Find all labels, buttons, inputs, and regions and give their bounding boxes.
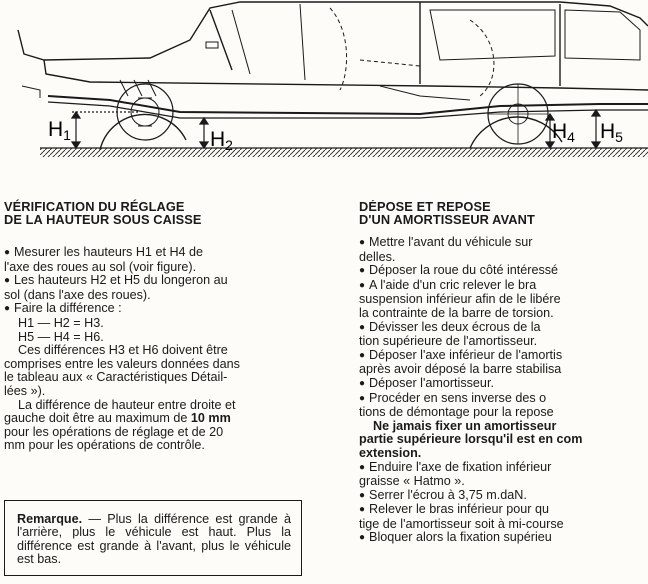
left-line: lées »). [4, 383, 46, 398]
right-line: suspension inférieur afin de le libére [359, 292, 561, 307]
left-body [4, 246, 330, 453]
right-line: ● Mettre l'avant du véhicule sur [359, 236, 648, 251]
left-line: l'axe des roues au sol (voir figure). [4, 259, 197, 274]
left-line: ● Faire la différence : [4, 302, 330, 317]
right-line: ● Enduire l'axe de fixation inférieur [359, 461, 648, 476]
remark-text: — Plus la différence est grande à l'arrière, plus le véhicule est haut. Plus la différence est grande à l'avant, plus le véhicule est bas. [17, 512, 291, 567]
left-line: H5 — H4 = H6. [18, 329, 104, 344]
left-column [4, 200, 330, 453]
right-line: la contrainte de la barre de torsion. [359, 305, 554, 320]
right-line: ● A l'aide d'un cric relever le bra [359, 279, 648, 294]
left-line: La différence de hauteur entre droite et [18, 397, 236, 412]
right-body [359, 236, 648, 546]
vehicle-height-diagram [0, 0, 648, 172]
left-line: mm pour les opérations de contrôle. [4, 438, 205, 453]
left-line: H1 — H2 = H3. [18, 315, 104, 330]
right-line: tions de démontage pour la repose [359, 405, 554, 420]
label-h5: H5 [600, 120, 623, 145]
right-line: ● Relever le bras inférieur pour qu [359, 503, 648, 518]
right-line: tion supérieure de l'amortisseur. [359, 334, 538, 349]
left-line: gauche doit être au maximum de 10 mm [4, 411, 231, 426]
right-line: ● Déposer l'amortisseur. [359, 377, 648, 392]
right-column [359, 200, 648, 546]
right-line: ● Dévisser les deux écrous de la [359, 321, 648, 336]
right-line: tige de l'amortisseur soit à mi-course [359, 516, 564, 531]
left-line: Ces différences H3 et H6 doivent être [18, 343, 228, 358]
front-wheel [100, 84, 186, 150]
right-line: après avoir déposé la barre stabilisa [359, 362, 562, 377]
right-line: delles. [359, 249, 396, 264]
left-heading: VÉRIFICATION DU RÉGLAGE DE LA HAUTEUR SOUS CAISSE [4, 199, 202, 227]
right-line: ● Déposer la roue du côté intéressé [359, 264, 648, 279]
right-line: ● Procéder en sens inverse des o [359, 392, 648, 407]
left-line: le tableau aux « Caractéristiques Détail- [4, 370, 228, 385]
ground-hatch [40, 148, 648, 157]
label-h1: H1 [48, 118, 71, 143]
label-h2: H2 [210, 128, 233, 153]
right-line: extension. [359, 445, 422, 460]
car-body-outline [18, 2, 648, 60]
remark-label: Remarque. [17, 512, 83, 526]
left-line: pour les opérations de réglage et de 20 [4, 424, 224, 439]
right-line: partie supérieure lorsqu'il est en com [359, 432, 583, 447]
left-line: ● Les hauteurs H2 et H5 du longeron au [4, 274, 330, 289]
label-h4: H4 [552, 120, 575, 145]
right-line: ● Déposer l'axe inférieur de l'amortis [359, 349, 648, 364]
left-line: comprises entre les valeurs données dans [4, 356, 240, 371]
remark-box [4, 500, 302, 576]
right-line: ● Bloquer alors la fixation supérieu [359, 531, 648, 546]
right-line: graisse « Hatmo ». [359, 474, 465, 489]
right-line: ● Serrer l'écrou à 3,75 m.daN. [359, 489, 648, 504]
left-line: ● Mesurer les hauteurs H1 et H4 de [4, 246, 330, 261]
right-heading: DÉPOSE ET REPOSE D'UN AMORTISSEUR AVANT [359, 200, 535, 227]
right-line: Ne jamais fixer un amortisseur [373, 418, 557, 433]
left-line: sol (dans l'axe des roues). [4, 287, 151, 302]
